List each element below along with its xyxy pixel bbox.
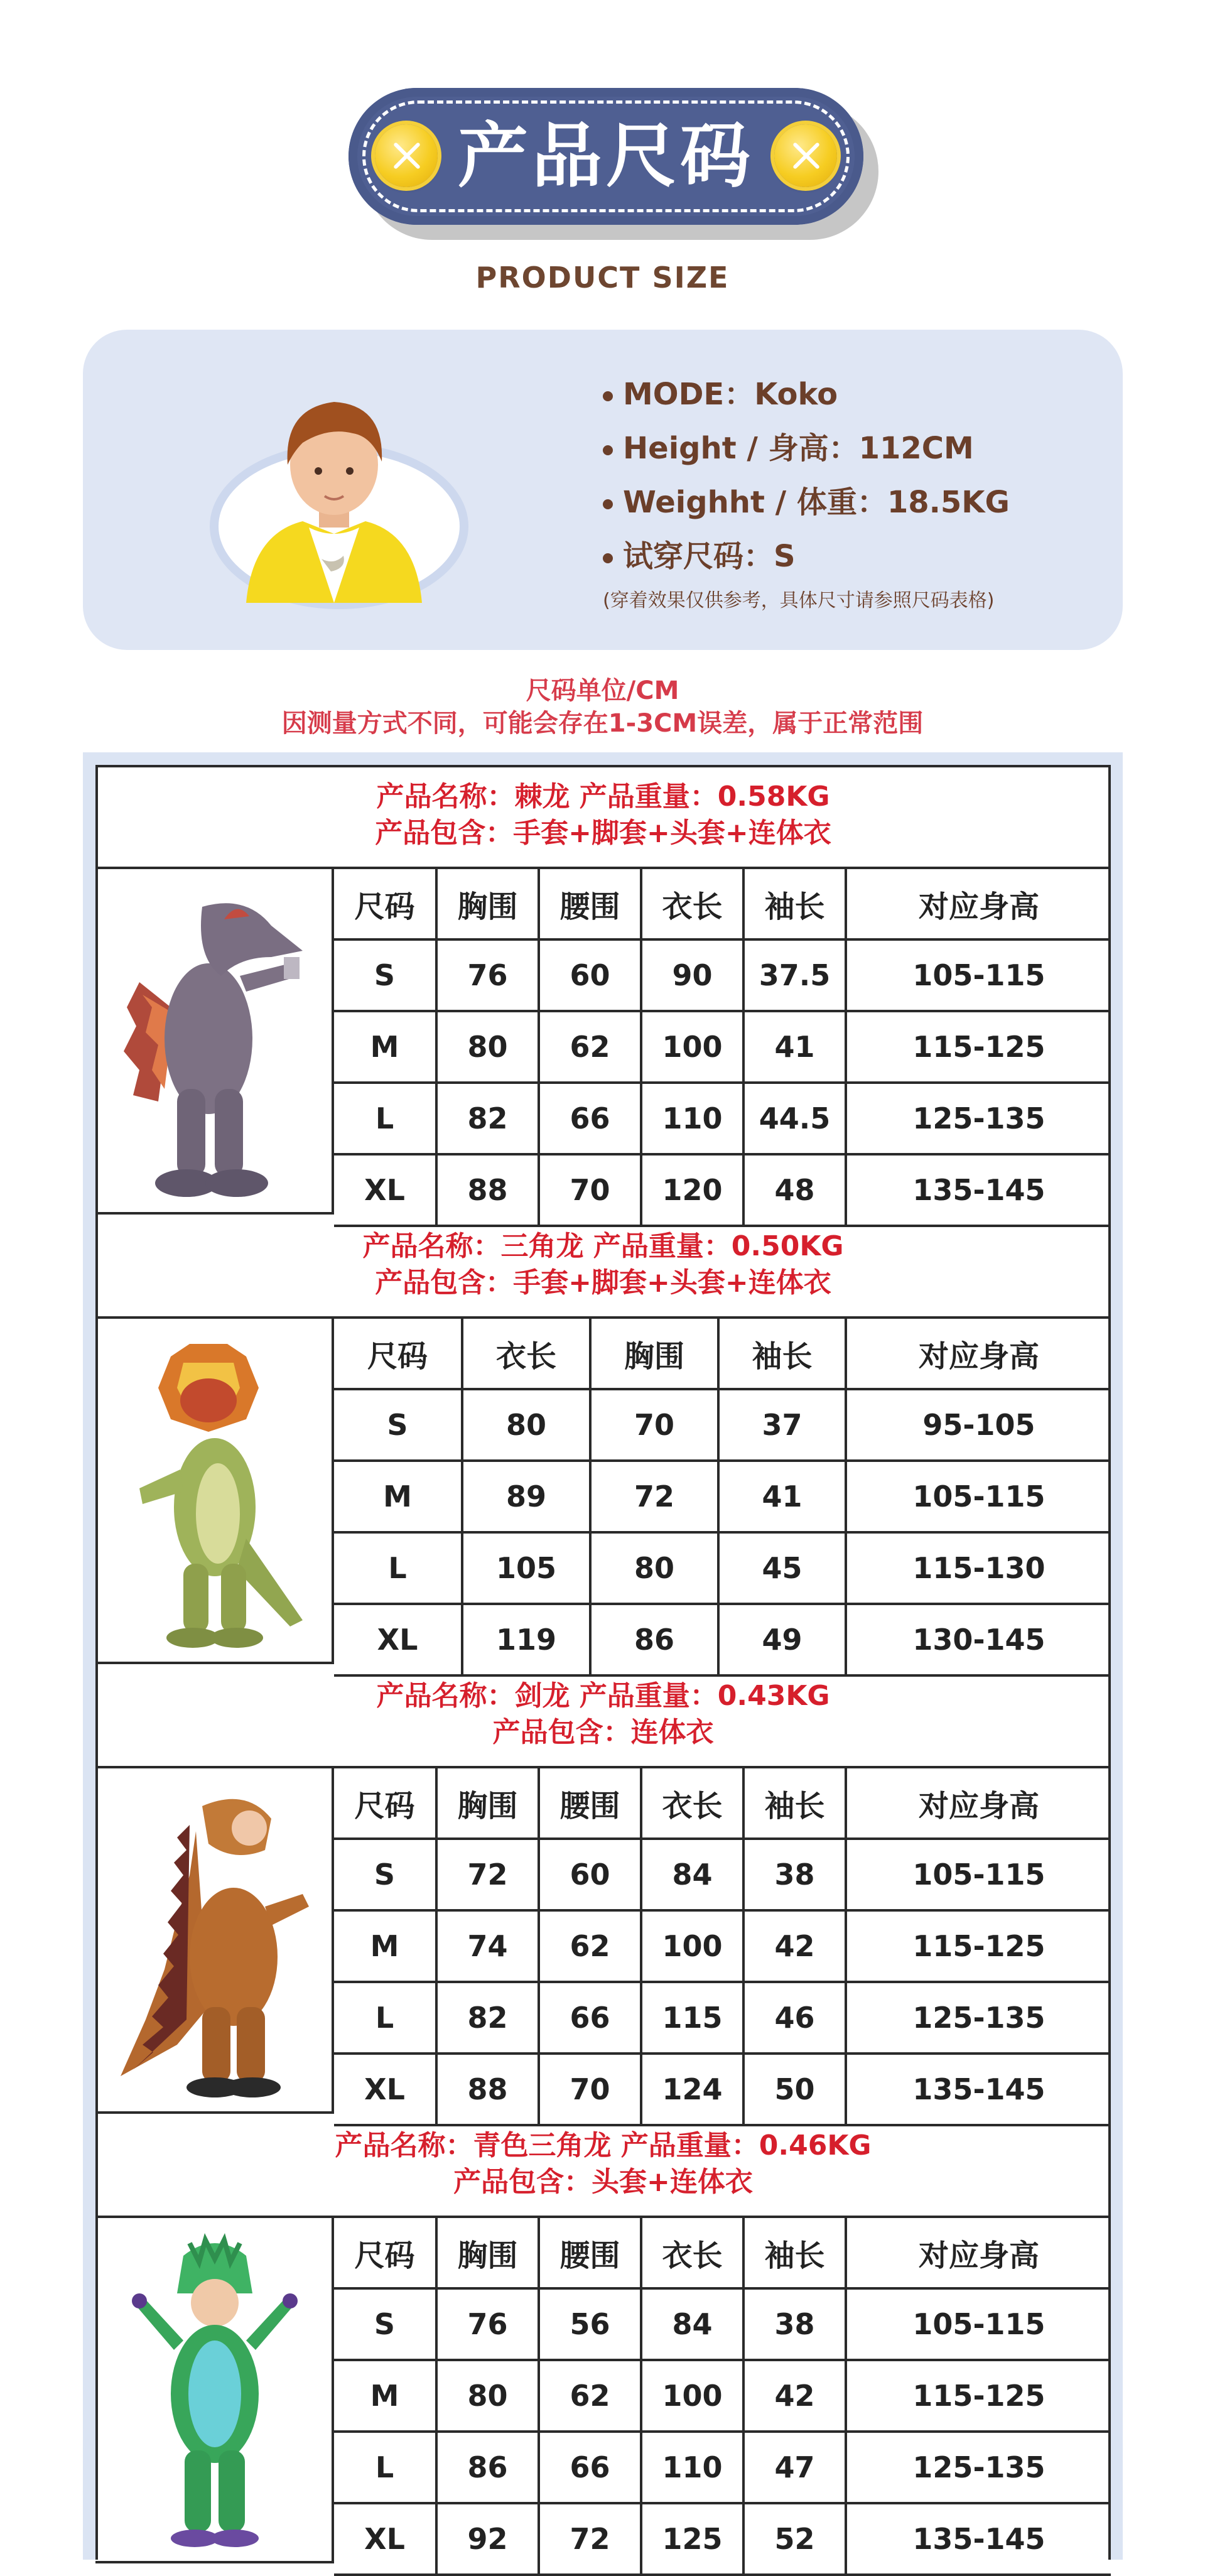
table-cell: XL <box>334 1604 462 1675</box>
column-header: 衣长 <box>462 1319 590 1389</box>
model-info <box>603 367 1093 612</box>
column-header: 对应身高 <box>846 2218 1111 2288</box>
section-title-line: 产品名称：剑龙 产品重量：0.43KG <box>376 1680 830 1712</box>
page-subtitle: PRODUCT SIZE <box>475 261 730 295</box>
table-cell: 62 <box>539 1011 641 1083</box>
table-cell: 82 <box>436 1982 539 2054</box>
table-cell: 84 <box>641 1839 743 1910</box>
table-cell: 66 <box>539 1083 641 1154</box>
table-cell: XL <box>334 2503 436 2575</box>
model-info-line <box>603 421 1093 475</box>
table-header-row <box>334 1768 1111 1839</box>
section-image-cell <box>95 1768 334 2114</box>
column-header: 胸围 <box>590 1319 718 1389</box>
model-height: Height / 身高：112CM <box>623 431 974 466</box>
table-row <box>334 1461 1111 1532</box>
column-header: 衣长 <box>641 869 743 939</box>
table-cell: 110 <box>641 2432 743 2503</box>
spinosaurus-costume-image <box>114 882 315 1202</box>
teal-triceratops-costume-image <box>127 2231 303 2551</box>
table-cell: L <box>334 1532 462 1604</box>
section-contents-line: 产品包含：连体衣 <box>492 1716 714 1748</box>
section-contents-line: 产品包含：头套+连体衣 <box>453 2166 753 2198</box>
model-info-line <box>603 367 1093 421</box>
table-cell: 46 <box>743 1982 846 2054</box>
column-header: 袖长 <box>743 1768 846 1839</box>
table-cell: 80 <box>436 2360 539 2432</box>
table-cell: 80 <box>590 1532 718 1604</box>
table-row <box>334 1083 1111 1154</box>
table-cell: L <box>334 1083 436 1154</box>
table-cell: 80 <box>462 1389 590 1461</box>
table-cell: 125-135 <box>846 1982 1111 2054</box>
size-grid-teal-triceratops <box>334 2218 1111 2576</box>
table-cell: 49 <box>718 1604 846 1675</box>
table-cell: 115-125 <box>846 1011 1111 1083</box>
model-weight: Weighht / 体重：18.5KG <box>623 485 1010 520</box>
table-cell: 88 <box>436 2054 539 2125</box>
table-cell: 38 <box>743 2288 846 2360</box>
section-title-spinosaurus <box>95 765 1111 869</box>
section-title-stegosaurus <box>95 1664 1111 1768</box>
section-image-cell <box>95 1319 334 1664</box>
column-header: 尺码 <box>334 2218 436 2288</box>
model-note: (穿着效果仅供参考，具体尺寸请参照尺码表格) <box>603 590 995 612</box>
table-cell: 72 <box>436 1839 539 1910</box>
table-cell: 42 <box>743 2360 846 2432</box>
table-cell: 115-125 <box>846 2360 1111 2432</box>
unit-label: 尺码单位/CM <box>526 676 679 705</box>
table-cell: 92 <box>436 2503 539 2575</box>
section-title-line: 产品名称：青色三角龙 产品重量：0.46KG <box>335 2130 872 2162</box>
table-cell: L <box>334 2432 436 2503</box>
table-row <box>334 2503 1111 2575</box>
table-row <box>334 1011 1111 1083</box>
size-grid-spinosaurus <box>334 869 1111 1227</box>
column-header: 对应身高 <box>846 869 1111 939</box>
table-cell: 70 <box>539 1154 641 1226</box>
column-header: 腰围 <box>539 1768 641 1839</box>
column-header: 衣长 <box>641 2218 743 2288</box>
table-cell: 80 <box>436 1011 539 1083</box>
section-title-triceratops <box>95 1215 1111 1319</box>
column-header: 对应身高 <box>846 1768 1111 1839</box>
table-cell: 100 <box>641 1011 743 1083</box>
table-cell: 44.5 <box>743 1083 846 1154</box>
table-cell: 84 <box>641 2288 743 2360</box>
table-cell: 89 <box>462 1461 590 1532</box>
table-cell: 86 <box>436 2432 539 2503</box>
bullet-icon <box>603 499 613 509</box>
table-cell: 66 <box>539 1982 641 2054</box>
table-cell: 135-145 <box>846 1154 1111 1226</box>
table-row <box>334 939 1111 1011</box>
column-header: 腰围 <box>539 2218 641 2288</box>
table-cell: 62 <box>539 2360 641 2432</box>
column-header: 胸围 <box>436 2218 539 2288</box>
table-cell: 105-115 <box>846 939 1111 1011</box>
table-row <box>334 1532 1111 1604</box>
column-header: 腰围 <box>539 869 641 939</box>
table-cell: 135-145 <box>846 2503 1111 2575</box>
table-cell: 76 <box>436 2288 539 2360</box>
table-cell: M <box>334 2360 436 2432</box>
section-title-line: 产品名称：三角龙 产品重量：0.50KG <box>362 1230 844 1262</box>
column-header: 尺码 <box>334 1319 462 1389</box>
table-cell: 105-115 <box>846 1839 1111 1910</box>
table-cell: M <box>334 1910 436 1982</box>
table-cell: 115 <box>641 1982 743 2054</box>
table-cell: 100 <box>641 1910 743 1982</box>
table-cell: 48 <box>743 1154 846 1226</box>
model-name: MODE：Koko <box>623 377 838 412</box>
table-cell: 47 <box>743 2432 846 2503</box>
table-cell: 70 <box>539 2054 641 2125</box>
table-cell: 60 <box>539 1839 641 1910</box>
column-header: 袖长 <box>743 869 846 939</box>
table-cell: 56 <box>539 2288 641 2360</box>
table-cell: 38 <box>743 1839 846 1910</box>
table-cell: 95-105 <box>846 1389 1111 1461</box>
table-cell: 66 <box>539 2432 641 2503</box>
page-title: 产品尺码 <box>458 116 754 197</box>
table-header-row <box>334 2218 1111 2288</box>
bullet-icon <box>603 445 613 455</box>
section-title-line: 产品名称：棘龙 产品重量：0.58KG <box>376 781 830 813</box>
model-info-line <box>603 529 1093 583</box>
table-cell: 115-125 <box>846 1910 1111 1982</box>
table-row <box>334 1982 1111 2054</box>
column-header: 对应身高 <box>846 1319 1111 1389</box>
table-header-row <box>334 1319 1111 1389</box>
table-header-row <box>334 869 1111 939</box>
table-cell: XL <box>334 1154 436 1226</box>
table-cell: 130-145 <box>846 1604 1111 1675</box>
section-image-cell <box>95 869 334 1215</box>
section-contents-line: 产品包含：手套+脚套+头套+连体衣 <box>375 1267 831 1299</box>
table-row <box>334 2360 1111 2432</box>
column-header: 胸围 <box>436 1768 539 1839</box>
table-cell: 45 <box>718 1532 846 1604</box>
table-cell: 119 <box>462 1604 590 1675</box>
section-title-teal-triceratops <box>95 2114 1111 2218</box>
column-header: 袖长 <box>743 2218 846 2288</box>
table-cell: 105-115 <box>846 1461 1111 1532</box>
section-image-cell <box>95 2218 334 2563</box>
table-cell: M <box>334 1461 462 1532</box>
table-row <box>334 1910 1111 1982</box>
table-cell: 124 <box>641 2054 743 2125</box>
table-cell: 72 <box>539 2503 641 2575</box>
table-cell: 90 <box>641 939 743 1011</box>
table-cell: 76 <box>436 939 539 1011</box>
table-cell: 125-135 <box>846 1083 1111 1154</box>
table-cell: 115-130 <box>846 1532 1111 1604</box>
tolerance-note: 因测量方式不同，可能会存在1-3CM误差，属于正常范围 <box>281 709 924 738</box>
column-header: 尺码 <box>334 1768 436 1839</box>
title-badge <box>349 88 882 242</box>
table-cell: 105-115 <box>846 2288 1111 2360</box>
column-header: 袖长 <box>718 1319 846 1389</box>
table-cell: 105 <box>462 1532 590 1604</box>
badge-body <box>349 88 863 225</box>
table-cell: 37 <box>718 1389 846 1461</box>
column-header: 尺码 <box>334 869 436 939</box>
table-cell: 88 <box>436 1154 539 1226</box>
size-grid-triceratops <box>334 1319 1111 1677</box>
table-cell: L <box>334 1982 436 2054</box>
table-cell: M <box>334 1011 436 1083</box>
table-cell: 62 <box>539 1910 641 1982</box>
table-row <box>334 1389 1111 1461</box>
table-cell: S <box>334 2288 436 2360</box>
table-cell: 110 <box>641 1083 743 1154</box>
table-cell: 82 <box>436 1083 539 1154</box>
table-cell: 135-145 <box>846 2054 1111 2125</box>
bullet-icon <box>603 553 613 563</box>
model-info-line <box>603 475 1093 529</box>
table-cell: XL <box>334 2054 436 2125</box>
table-cell: 50 <box>743 2054 846 2125</box>
section-contents-line: 产品包含：手套+脚套+头套+连体衣 <box>375 817 831 849</box>
stegosaurus-costume-image <box>108 1781 322 2101</box>
table-row <box>334 2288 1111 2360</box>
table-cell: 125-135 <box>846 2432 1111 2503</box>
table-cell: 74 <box>436 1910 539 1982</box>
table-cell: 120 <box>641 1154 743 1226</box>
table-cell: 42 <box>743 1910 846 1982</box>
column-header: 胸围 <box>436 869 539 939</box>
table-cell: 37.5 <box>743 939 846 1011</box>
table-row <box>334 1839 1111 1910</box>
table-cell: 86 <box>590 1604 718 1675</box>
table-cell: 70 <box>590 1389 718 1461</box>
column-header: 衣长 <box>641 1768 743 1839</box>
table-cell: S <box>334 939 436 1011</box>
triceratops-costume-image <box>121 1331 309 1652</box>
table-cell: 41 <box>718 1461 846 1532</box>
table-cell: 125 <box>641 2503 743 2575</box>
table-row <box>334 2432 1111 2503</box>
table-cell: 52 <box>743 2503 846 2575</box>
table-cell: S <box>334 1389 462 1461</box>
table-cell: 100 <box>641 2360 743 2432</box>
table-cell: 41 <box>743 1011 846 1083</box>
table-cell: 60 <box>539 939 641 1011</box>
model-avatar <box>234 377 435 603</box>
table-cell: 72 <box>590 1461 718 1532</box>
table-cell: S <box>334 1839 436 1910</box>
size-grid-stegosaurus <box>334 1768 1111 2126</box>
bullet-icon <box>603 391 613 401</box>
model-size: 试穿尺码：S <box>623 539 796 574</box>
